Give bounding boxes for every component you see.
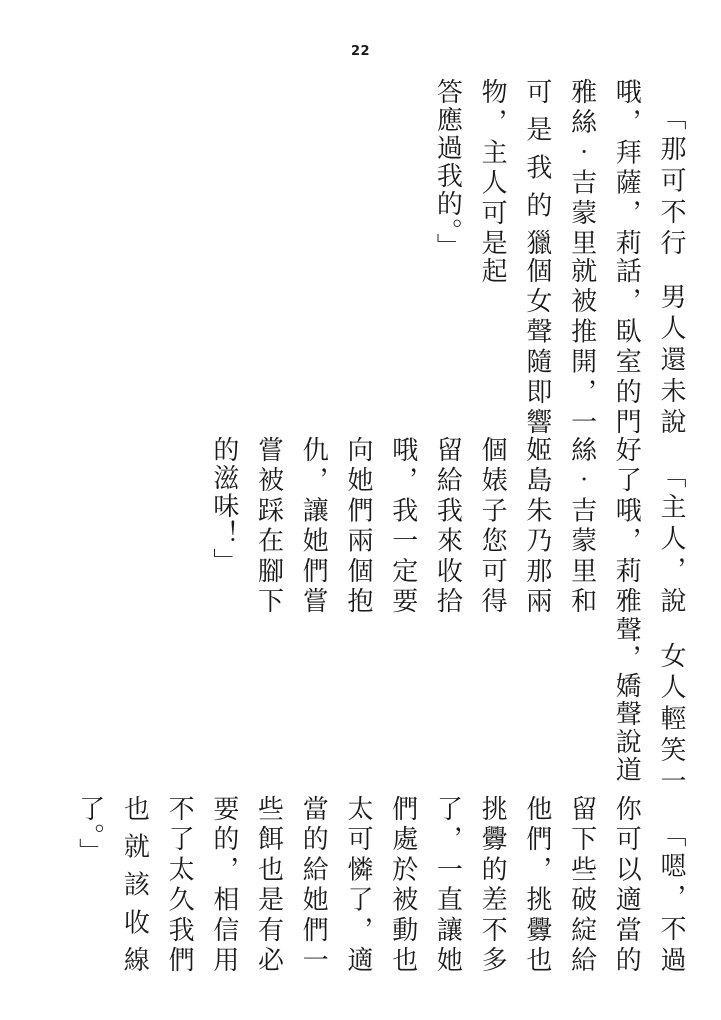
paragraph: 「主人，說好了哦，莉雅絲‧吉蒙里和姬島朱乃那兩個婊子您可得留給我來收拾哦，我一定要向她們兩個抱仇，讓她們嘗嘗被踩在腳下的滋味！」 <box>208 436 686 616</box>
paragraph: 女人輕笑一聲，嬌聲說道 <box>611 615 686 795</box>
body-text-column <box>28 78 693 974</box>
paragraph: 「嗯，不過你可以適當的留下些破綻給他們，挑釁也挑釁的差不多了，一直讓她們處於被動也太可憐了，適當的給她們一些餌也是有必要的，相信用不了太久我們也就該收線了。」 <box>74 794 686 974</box>
paragraph: 男人還未說話，臥室的門就被推開，一個女聲隨即響起 <box>477 257 686 437</box>
page-number: 22 <box>350 44 371 59</box>
paragraph: 「那可不行哦，拜薩，莉雅絲‧吉蒙里可是我的獵物，主人可是答應過我的。」 <box>432 77 686 261</box>
